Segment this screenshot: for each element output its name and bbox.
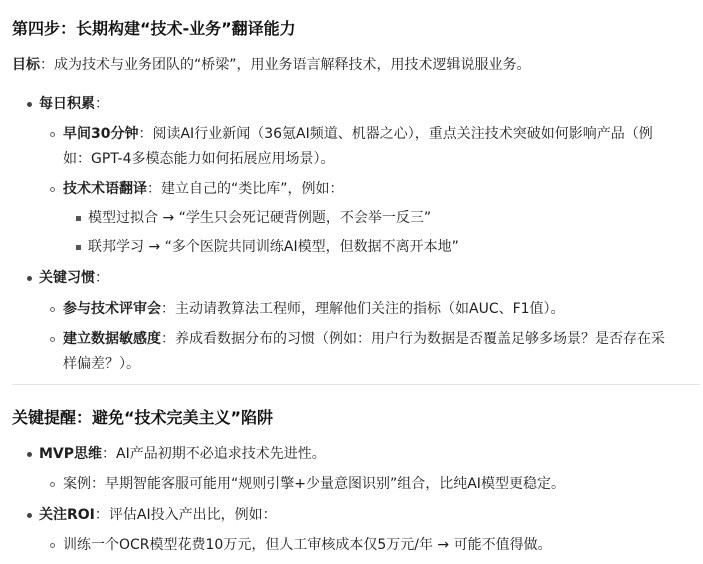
term-text: ：建立自己的“类比库”，例如： — [147, 181, 344, 197]
bullet-habits — [27, 276, 32, 281]
example-2: 联邦学习 → “多个医院共同训练AI模型，但数据不离开本地” — [88, 239, 459, 255]
morning-line-1 — [63, 124, 653, 144]
bullet-example-1 — [76, 216, 81, 221]
bullet-example-2 — [76, 245, 81, 250]
habits-label: 关键习惯 — [39, 270, 95, 286]
bullet-daily — [27, 102, 32, 107]
daily-heading — [39, 94, 109, 114]
habits-colon: ： — [95, 270, 109, 286]
morning-label: 早间30分钟 — [63, 126, 139, 142]
review-line — [63, 299, 565, 319]
mvp-label: MVP思维 — [39, 446, 103, 462]
roi-text: ：评估AI投入产出比，例如： — [94, 507, 277, 523]
bullet-morning — [50, 132, 55, 137]
section-title-step4: 第四步：长期构建“技术-业务”翻译能力 — [12, 19, 296, 38]
morning-line-2 — [63, 149, 335, 169]
mvp-case: 案例：早期智能客服可能用“规则引擎+少量意图识别”组合，比纯AI模型更稳定。 — [63, 476, 565, 492]
review-label: 参与技术评审会 — [63, 301, 161, 317]
section-title-reminder: 关键提醒：避免“技术完美主义”陷阱 — [12, 408, 274, 427]
term-line — [63, 179, 344, 199]
mvp-text: ：AI产品初期不必追求技术先进性。 — [102, 446, 326, 462]
bullet-term — [50, 187, 55, 192]
data-label: 建立数据敏感度 — [63, 331, 161, 347]
morning-text-1: ：阅读AI行业新闻（36氪AI频道、机器之心），重点关注技术突破如何影响产品（例 — [138, 126, 653, 142]
roi-line — [39, 505, 277, 525]
data-line-2 — [63, 354, 140, 374]
bullet-review — [50, 307, 55, 312]
goal-text: ：成为技术与业务团队的“桥梁”，用业务语言解释技术，用技术逻辑说服业务。 — [40, 57, 531, 73]
daily-colon: ： — [95, 96, 109, 112]
roi-label: 关注ROI — [39, 507, 95, 523]
goal-label: 目标 — [12, 57, 40, 73]
term-label: 技术术语翻译 — [63, 181, 147, 197]
data-text-2: 样偏差？）。 — [63, 356, 140, 372]
bullet-mvp-case — [50, 482, 55, 487]
mvp-line — [39, 444, 326, 464]
bullet-roi — [27, 513, 32, 518]
bullet-roi-case — [50, 543, 55, 548]
bullet-data — [50, 337, 55, 342]
data-text-1: ：养成看数据分布的习惯（例如：用户行为数据是否覆盖足够多场景？是否存在采 — [161, 331, 665, 347]
goal-line — [12, 55, 531, 75]
habits-heading — [39, 268, 109, 288]
data-line-1 — [63, 329, 665, 349]
morning-text-2: 如：GPT-4多模态能力如何拓展应用场景）。 — [63, 151, 335, 167]
roi-case: 训练一个OCR模型花费10万元，但人工审核成本仅5万元/年 → 可能不值得做。 — [63, 537, 552, 553]
bullet-mvp — [27, 452, 32, 457]
example-1: 模型过拟合 → “学生只会死记硬背例题，不会举一反三” — [88, 210, 432, 226]
review-text: ：主动请教算法工程师，理解他们关注的指标（如AUC、F1值）。 — [161, 301, 565, 317]
daily-label: 每日积累 — [39, 96, 95, 112]
section-divider — [12, 384, 700, 385]
